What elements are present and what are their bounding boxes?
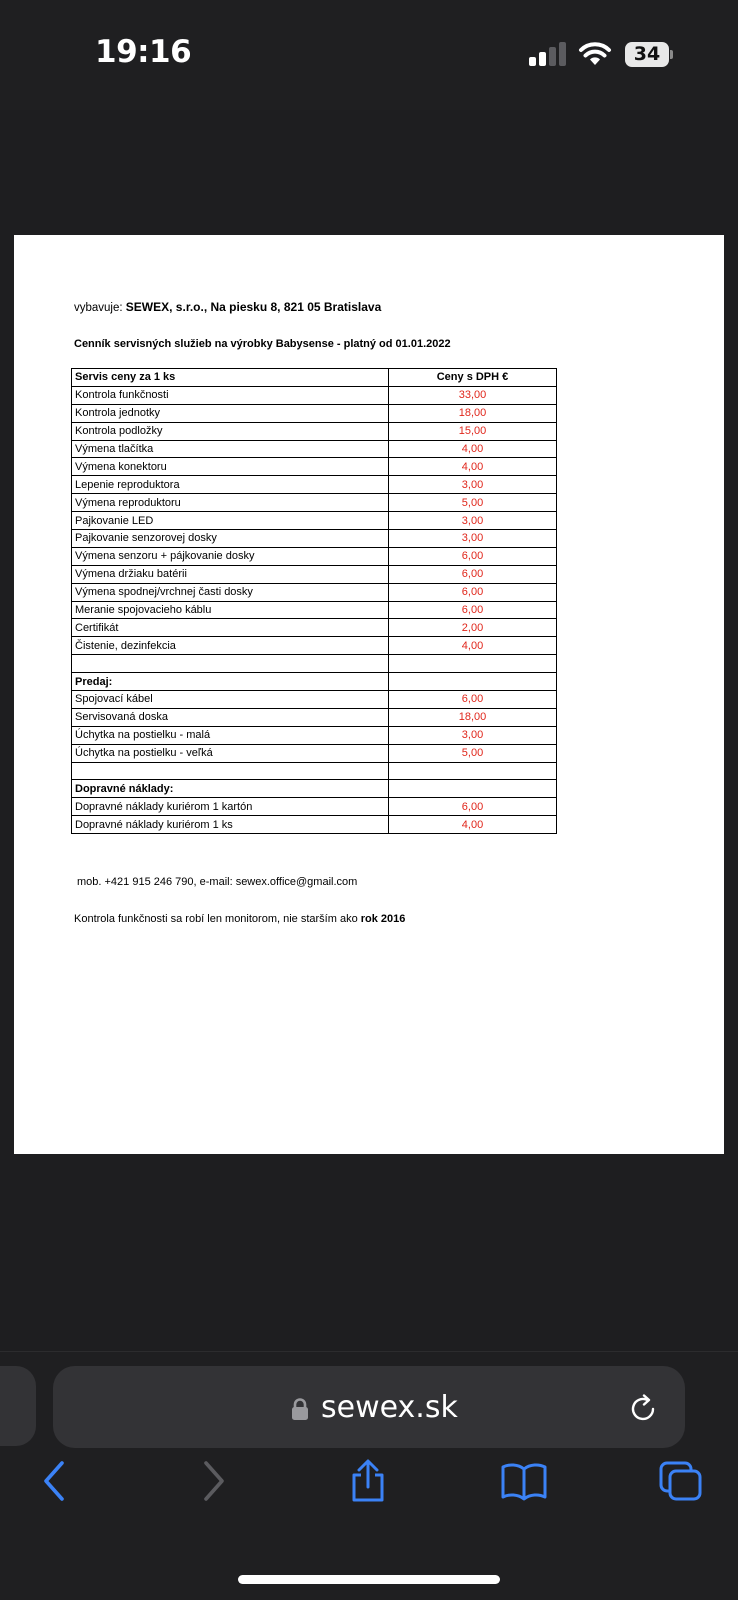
row-price: 3,00 xyxy=(389,476,557,494)
share-icon[interactable] xyxy=(348,1459,388,1503)
signal-icon xyxy=(529,42,567,66)
row-price: 6,00 xyxy=(389,601,557,619)
row-label: Lepenie reproduktora xyxy=(72,476,389,494)
table-row xyxy=(72,744,557,762)
bookmarks-icon[interactable] xyxy=(500,1459,548,1503)
empty-cell xyxy=(389,762,557,780)
row-label: Úchytka na postielku - veľká xyxy=(72,744,389,762)
table-row xyxy=(72,494,557,512)
row-label: Pajkovanie senzorovej dosky xyxy=(72,530,389,548)
row-label: Meranie spojovacieho káblu xyxy=(72,601,389,619)
table-row xyxy=(72,476,557,494)
row-price: 6,00 xyxy=(389,798,557,816)
address-bar[interactable] xyxy=(53,1366,685,1448)
table-row xyxy=(72,547,557,565)
table-row xyxy=(72,458,557,476)
document-title: Cenník servisných služieb na výrobky Babysense - platný od 01.01.2022 xyxy=(74,338,451,350)
empty-cell xyxy=(389,655,557,673)
tabs-icon[interactable] xyxy=(658,1459,704,1503)
row-label: Kontrola podložky xyxy=(72,422,389,440)
battery-icon xyxy=(625,42,673,67)
row-price: 2,00 xyxy=(389,619,557,637)
row-label: Dopravné náklady kuriérom 1 kartón xyxy=(72,798,389,816)
supplier-label: vybavuje: xyxy=(74,302,123,314)
row-label: Výmena tlačítka xyxy=(72,440,389,458)
empty-cell xyxy=(389,780,557,798)
row-price: 18,00 xyxy=(389,708,557,726)
note-text: Kontrola funkčnosti sa robí len monitorom, nie starším ako xyxy=(74,913,358,925)
row-label: Servisovaná doska xyxy=(72,708,389,726)
row-price: 6,00 xyxy=(389,565,557,583)
table-row xyxy=(72,601,557,619)
table-header-row xyxy=(72,369,557,387)
row-label: Dopravné náklady kuriérom 1 ks xyxy=(72,816,389,834)
row-label: Výmena konektoru xyxy=(72,458,389,476)
empty-cell xyxy=(72,762,389,780)
table-header-label: Servis ceny za 1 ks xyxy=(72,369,389,387)
row-price: 4,00 xyxy=(389,440,557,458)
row-price: 15,00 xyxy=(389,422,557,440)
status-time: 19:16 xyxy=(95,34,192,70)
row-label: Pajkovanie LED xyxy=(72,512,389,530)
battery-level: 34 xyxy=(625,42,669,67)
section-heading-row xyxy=(72,780,557,798)
price-table xyxy=(71,368,557,834)
wifi-icon xyxy=(578,40,612,66)
table-spacer-row xyxy=(72,655,557,673)
table-row xyxy=(72,637,557,655)
row-price: 6,00 xyxy=(389,691,557,709)
lock-icon xyxy=(291,1398,309,1420)
empty-cell xyxy=(72,655,389,673)
row-price: 3,00 xyxy=(389,512,557,530)
previous-tab-preview[interactable] xyxy=(0,1366,36,1446)
table-header-value: Ceny s DPH € xyxy=(389,369,557,387)
row-price: 3,00 xyxy=(389,726,557,744)
row-price: 6,00 xyxy=(389,547,557,565)
row-label: Výmena držiaku batérii xyxy=(72,565,389,583)
forward-icon[interactable] xyxy=(198,1459,228,1503)
section-heading: Dopravné náklady: xyxy=(72,780,389,798)
reload-icon[interactable] xyxy=(627,1392,659,1424)
table-row xyxy=(72,404,557,422)
row-label: Čistenie, dezinfekcia xyxy=(72,637,389,655)
row-price: 33,00 xyxy=(389,386,557,404)
row-label: Výmena spodnej/vrchnej časti dosky xyxy=(72,583,389,601)
row-price: 5,00 xyxy=(389,744,557,762)
supplier-line xyxy=(74,300,381,314)
supplier-value: SEWEX, s.r.o., Na piesku 8, 821 05 Bratislava xyxy=(125,300,382,314)
table-row xyxy=(72,691,557,709)
row-label: Výmena reproduktoru xyxy=(72,494,389,512)
row-label: Výmena senzoru + pájkovanie dosky xyxy=(72,547,389,565)
table-row xyxy=(72,583,557,601)
note-bold: rok 2016 xyxy=(360,913,406,925)
table-row xyxy=(72,386,557,404)
row-price: 4,00 xyxy=(389,816,557,834)
url-text: sewex.sk xyxy=(321,1390,458,1425)
contact-line: mob. +421 915 246 790, e-mail: sewex.office@gmail.com xyxy=(77,876,358,888)
table-row xyxy=(72,708,557,726)
note-line xyxy=(74,913,405,925)
pdf-page xyxy=(14,235,724,1154)
status-bar xyxy=(0,0,738,110)
table-row xyxy=(72,512,557,530)
row-price: 4,00 xyxy=(389,458,557,476)
table-row xyxy=(72,726,557,744)
table-row xyxy=(72,565,557,583)
empty-cell xyxy=(389,673,557,691)
table-row xyxy=(72,798,557,816)
table-row xyxy=(72,619,557,637)
table-row xyxy=(72,440,557,458)
table-row xyxy=(72,422,557,440)
table-row xyxy=(72,530,557,548)
row-label: Spojovací kábel xyxy=(72,691,389,709)
table-spacer-row xyxy=(72,762,557,780)
browser-bottom-bar xyxy=(0,1351,738,1600)
section-heading: Predaj: xyxy=(72,673,389,691)
row-price: 18,00 xyxy=(389,404,557,422)
row-price: 5,00 xyxy=(389,494,557,512)
back-icon[interactable] xyxy=(40,1459,70,1503)
row-price: 4,00 xyxy=(389,637,557,655)
row-label: Kontrola funkčnosti xyxy=(72,386,389,404)
row-label: Úchytka na postielku - malá xyxy=(72,726,389,744)
table-row xyxy=(72,816,557,834)
row-price: 6,00 xyxy=(389,583,557,601)
row-label: Certifikát xyxy=(72,619,389,637)
row-label: Kontrola jednotky xyxy=(72,404,389,422)
row-price: 3,00 xyxy=(389,530,557,548)
section-heading-row xyxy=(72,673,557,691)
home-indicator[interactable] xyxy=(238,1575,500,1584)
